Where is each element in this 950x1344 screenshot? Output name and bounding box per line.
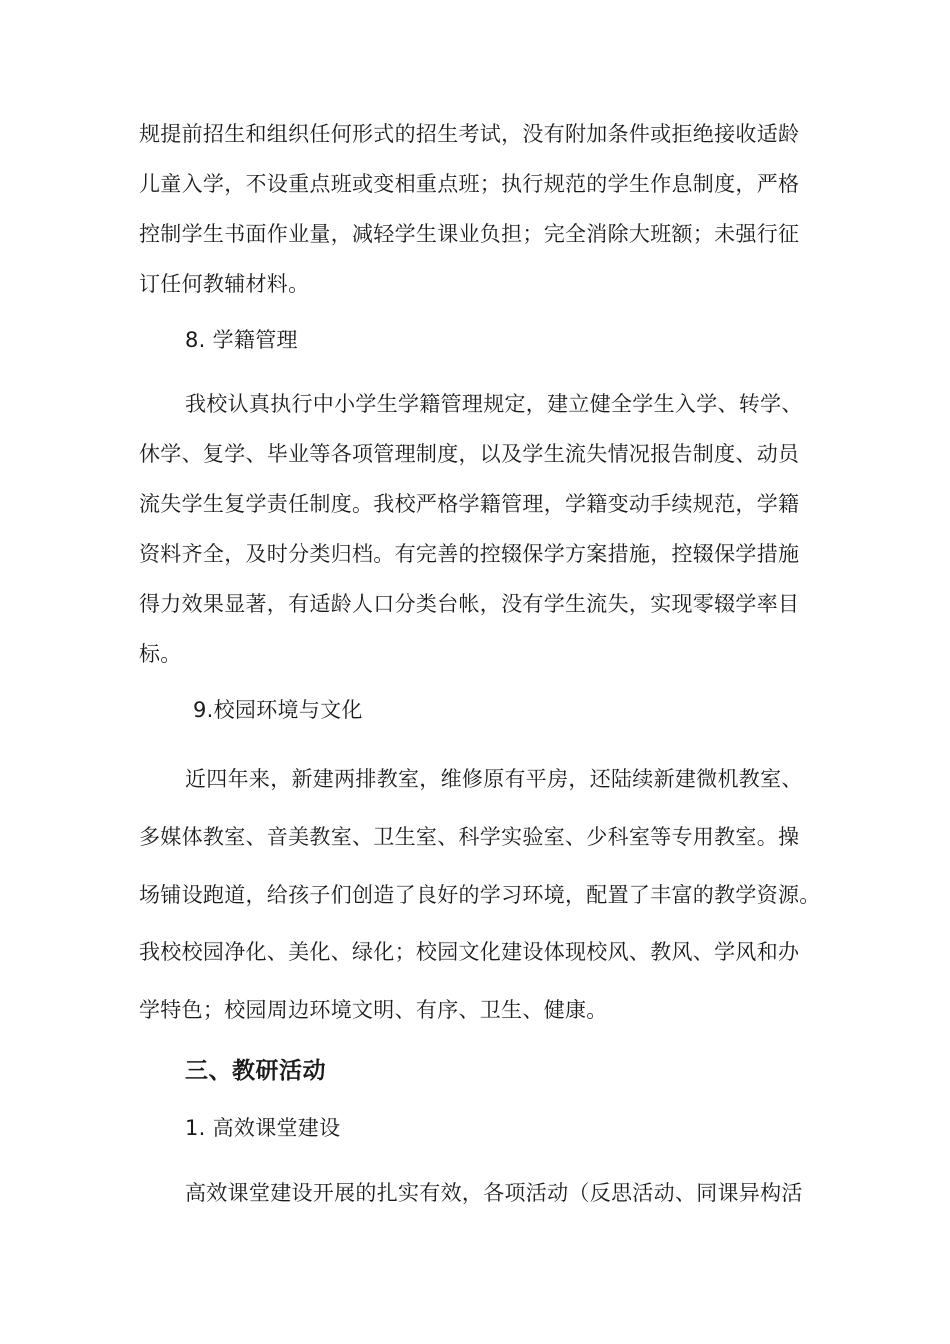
paragraph-line: 我校认真执行中小学生学籍管理规定，建立健全学生入学、转学、 xyxy=(185,392,803,416)
section-heading-teaching-research: 三、教研活动 xyxy=(185,1058,326,1084)
paragraph-line: 场铺设跑道，给孩子们创造了良好的学习环境，配置了丰富的教学资源。 xyxy=(139,883,821,907)
paragraph-line: 流失学生复学责任制度。我校严格学籍管理，学籍变动手续规范，学籍 xyxy=(139,492,800,516)
paragraph-line: 学特色；校园周边环境文明、有序、卫生、健康。 xyxy=(139,998,608,1022)
paragraph-line: 资料齐全，及时分类归档。有完善的控辍保学方案措施，控辍保学措施 xyxy=(139,542,800,566)
paragraph-line: 高效课堂建设开展的扎实有效，各项活动（反思活动、同课异构活 xyxy=(185,1181,803,1205)
paragraph-line: 控制学生书面作业量，减轻学生课业负担；完全消除大班额；未强行征 xyxy=(139,222,800,246)
paragraph-line: 近四年来，新建两排教室，维修原有平房，还陆续新建微机教室、 xyxy=(185,767,803,791)
paragraph-line: 得力效果显著，有适龄人口分类台帐，没有学生流失，实现零辍学率目 xyxy=(139,592,800,616)
paragraph-line: 规提前招生和组织任何形式的招生考试，没有附加条件或拒绝接收适龄 xyxy=(139,122,800,146)
paragraph-line: 标。 xyxy=(139,642,182,666)
paragraph-line: 订任何教辅材料。 xyxy=(139,272,310,296)
subheading-efficient-classroom: 1. 高效课堂建设 xyxy=(185,1116,341,1140)
paragraph-line: 儿童入学，不设重点班或变相重点班；执行规范的学生作息制度，严格 xyxy=(139,172,800,196)
paragraph-line: 多媒体教室、音美教室、卫生室、科学实验室、少科室等专用教室。操 xyxy=(139,825,800,849)
paragraph-line: 我校校园净化、美化、绿化；校园文化建设体现校风、教风、学风和办 xyxy=(139,940,800,964)
subheading-student-records: 8. 学籍管理 xyxy=(185,328,298,352)
paragraph-line: 休学、复学、毕业等各项管理制度，以及学生流失情况报告制度、动员 xyxy=(139,442,800,466)
subheading-campus-culture: 9.校园环境与文化 xyxy=(193,698,363,722)
